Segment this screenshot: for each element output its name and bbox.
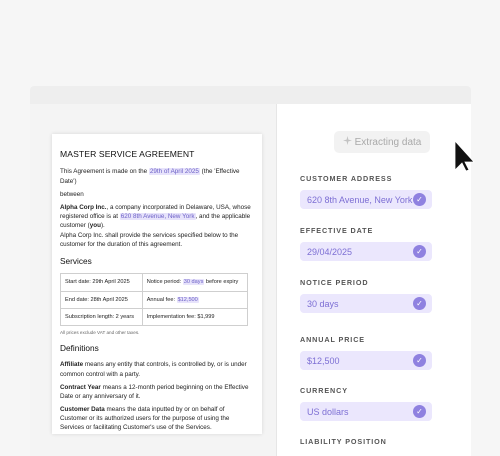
table-cell: Implementation fee: $1,999 <box>142 308 247 325</box>
cell-text: before expiry <box>204 279 239 286</box>
table-cell: End date: 28th April 2025 <box>61 291 143 308</box>
field-value-text: US dollars <box>307 406 349 417</box>
field-value-effective-date[interactable] <box>300 242 432 261</box>
highlight-address: 620 8th Avenue, New York <box>120 212 195 220</box>
definition-item <box>60 405 252 432</box>
definition-term: Affiliate <box>60 361 84 369</box>
table-cell: Start date: 29th April 2025 <box>61 274 143 291</box>
field-label-customer-address: CUSTOMER ADDRESS <box>300 174 393 183</box>
check-icon: ✓ <box>413 297 426 310</box>
check-icon: ✓ <box>413 354 426 367</box>
field-value-text: 30 days <box>307 298 339 309</box>
party-text-2: , and the applicable customer ( <box>60 212 251 230</box>
definition-item <box>60 383 252 401</box>
field-value-notice-period[interactable] <box>300 294 432 313</box>
document-page <box>52 134 262 434</box>
extracting-data-label: Extracting data <box>354 136 422 148</box>
table-cell <box>142 274 247 291</box>
services-heading: Services <box>60 256 92 267</box>
party-name: Alpha Corp Inc. <box>60 203 107 211</box>
field-value-annual-price[interactable] <box>300 351 432 370</box>
party-paragraph <box>60 203 252 230</box>
between-text: between <box>60 190 84 198</box>
definitions-heading: Definitions <box>60 343 99 354</box>
cell-text: Annual fee: <box>146 296 177 303</box>
table-cell: Subscription length: 2 years <box>61 308 143 325</box>
definitions-list <box>60 360 252 432</box>
extraction-pane <box>278 104 471 456</box>
intro-text-end: (the 'Effective Date') <box>60 168 240 185</box>
party-text: , a company incorporated in Delaware, USA, whose registered office is at <box>60 203 251 220</box>
field-label-effective-date: EFFECTIVE DATE <box>300 226 374 235</box>
services-intro: Alpha Corp Inc. shall provide the services specified below to the customer for the duration of this agreement. <box>60 232 239 249</box>
field-value-text: 29/04/2025 <box>307 246 353 257</box>
definition-text: means a 12-month period beginning on the Effective Date or any anniversary of it. <box>60 383 249 400</box>
definition-text: means any entity that controls, is controlled by, or is under common control with a party. <box>60 361 247 378</box>
table-row <box>61 291 248 308</box>
field-value-text: 620 8th Avenue, New York <box>307 194 413 205</box>
highlight-notice-period: 30 days <box>183 279 204 286</box>
services-table <box>60 273 248 325</box>
field-label-annual-price: ANNUAL PRICE <box>300 335 365 344</box>
extracting-data-button[interactable] <box>334 131 430 153</box>
check-icon: ✓ <box>413 245 426 258</box>
definition-item <box>60 360 252 378</box>
field-label-notice-period: NOTICE PERIOD <box>300 278 369 287</box>
intro-paragraph <box>60 167 252 185</box>
definition-term: Customer Data <box>60 405 105 413</box>
window-top-bar <box>30 86 471 104</box>
sparkle-icon <box>343 136 352 148</box>
party-text-3: ). <box>100 222 105 230</box>
document-pane <box>30 104 277 456</box>
field-label-liability-position: LIABILITY POSITION <box>300 437 387 446</box>
fine-print: All prices exclude VAT and other taxes. <box>60 329 140 335</box>
table-cell <box>142 291 247 308</box>
cell-text: Notice period: <box>146 279 183 286</box>
field-value-text: $12,500 <box>307 355 340 366</box>
intro-text: This Agreement is made on the <box>60 168 149 176</box>
app-window <box>30 86 471 456</box>
party-you: you <box>89 222 101 230</box>
field-label-currency: CURRENCY <box>300 386 348 395</box>
highlight-annual-fee: $12,500 <box>177 296 198 303</box>
field-value-customer-address[interactable] <box>300 190 432 209</box>
document-title: MASTER SERVICE AGREEMENT <box>60 149 195 159</box>
definition-text: means the data inputted by or on behalf of Customer or its authorized users for the purpose of using the Services or facilitating Customer's use of the Services. <box>60 405 230 432</box>
highlight-effective-date: 29th of April 2025 <box>149 168 199 176</box>
field-value-currency[interactable] <box>300 402 432 421</box>
cursor-arrow-icon <box>454 140 476 177</box>
definition-term: Contract Year <box>60 383 101 391</box>
table-row <box>61 274 248 291</box>
check-icon: ✓ <box>413 193 426 206</box>
table-row <box>61 308 248 325</box>
check-icon: ✓ <box>413 405 426 418</box>
